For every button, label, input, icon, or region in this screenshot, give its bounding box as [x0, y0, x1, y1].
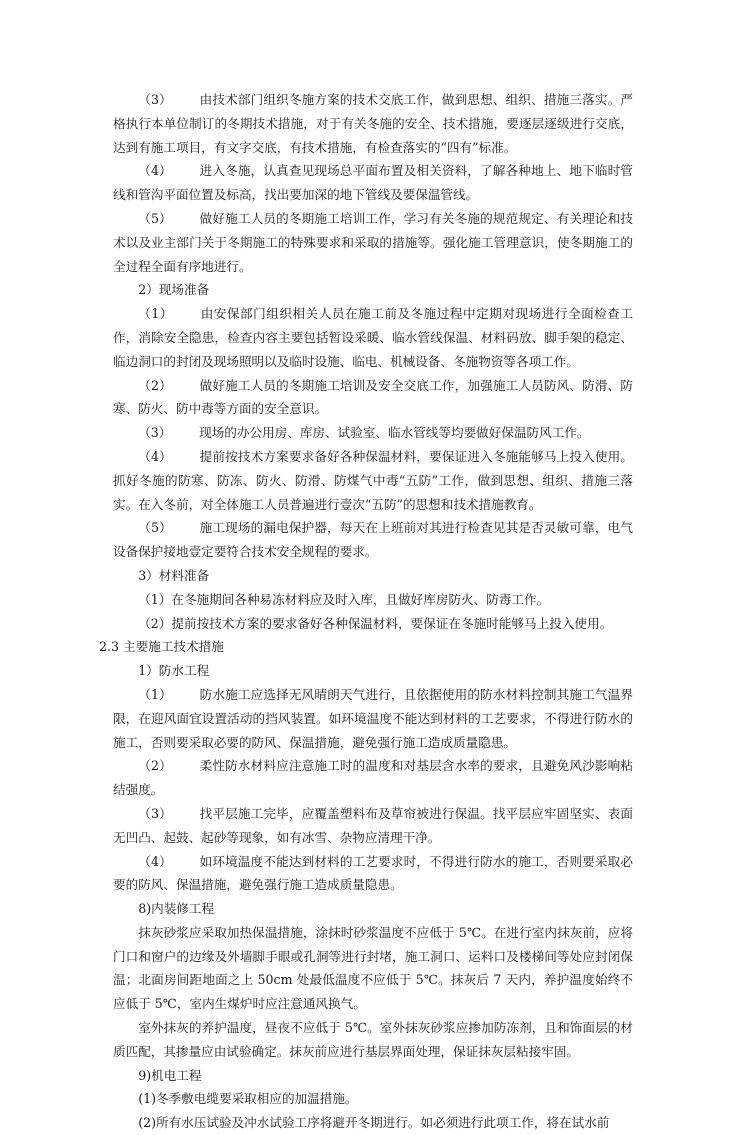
- paragraph: （4） 提前按技术方案要求备好各种保温材料，要保证进入冬施能够马上投入使用。抓好冬施的防寒、防冻、防火、防滑、防煤气中毒“五防”工作，做到思想、组织、措施三落实。在入冬前，对全体施工人员普遍进行壹次“五防”的思想和技术措施教育。: [113, 448, 634, 512]
- paragraph: (1)冬季敷电缆要采取相应的加温措施。: [138, 1091, 358, 1107]
- document-page: [99, 88, 634, 1135]
- paragraph: （3） 找平层施工完毕，应覆盖塑料布及草帘被进行保温。找平层应牢固坚实、表面无凹凸、起鼓、起砂等现象，如有冰雪、杂物应清理干净。: [113, 805, 634, 845]
- section-heading: 3）材料准备: [138, 567, 210, 583]
- chapter-heading: 2.3 主要施工技术措施: [99, 639, 224, 655]
- paragraph: 室外抹灰的养护温度，昼夜不应低于 5℃。室外抹灰砂浆应掺加防冻剂，且和饰面层的材质匹配，其掺量应由试验确定。抹灰前应进行基层界面处理，保证抹灰层粘接牢固。: [113, 1020, 633, 1059]
- paragraph: （2） 做好施工人员的冬期施工培训及安全交底工作，加强施工人员防风、防滑、防寒、防火、防中毒等方面的安全意识。: [113, 377, 634, 417]
- paragraph: （2）提前按技术方案的要求备好各种保温材料，要保证在冬施时能够马上投入使用。: [138, 615, 613, 631]
- paragraph: （1）在冬施期间各种易冻材料应及时入库，且做好库房防火、防毒工作。: [138, 591, 550, 607]
- section-heading: 8)内装修工程: [138, 901, 215, 917]
- paragraph: （3） 现场的办公用房、库房、试验室、临水管线等均要做好保温防风工作。: [138, 425, 590, 441]
- paragraph: （4） 如环境温度不能达到材料的工艺要求时，不得进行防水的施工，否则要采取必要的防风、保温措施，避免强行施工造成质量隐患。: [113, 853, 634, 893]
- paragraph: 抹灰砂浆应采取加热保温措施，涂抹时砂浆温度不应低于 5℃。在进行室内抹灰前，应将门口和窗户的边缘及外墙脚手眼或孔洞等进行封堵，施工洞口、运料口及楼梯间等处应封闭保温；北面房间距地面之上 50cm 处最低温度不应低于 5℃。抹灰后 7 天内，养护温度始终不应低于 5℃，室内生煤炉时应注意通风换气。: [113, 924, 633, 1012]
- paragraph: （1） 防水施工应选择无风晴朗天气进行，且依据使用的防水材料控制其施工气温界限，在迎风面宜设置活动的挡风装置。如环境温度不能达到材料的工艺要求，不得进行防水的施工，否则要采取必要的防风、保温措施，避免强行施工造成质量隐患。: [113, 686, 634, 750]
- paragraph: （5） 做好施工人员的冬期施工培训工作，学习有关冬施的规范规定、有关理论和技术以及业主部门关于冬期施工的特殊要求和采取的措施等。强化施工管理意识，使冬期施工的全过程全面有序地进行。: [113, 210, 634, 274]
- paragraph: (2)所有水压试验及冲水试验工序将避开冬期进行。如必须进行此项工作，将在试水前: [138, 1115, 610, 1131]
- section-heading: 2）现场准备: [138, 282, 210, 298]
- section-heading: 9)机电工程: [138, 1067, 202, 1083]
- paragraph: （1） 由安保部门组织相关人员在施工前及冬施过程中定期对现场进行全面检查工作，消除安全隐患，检查内容主要包括暂设采暖、临水管线保温、材料码放、脚手架的稳定、临边洞口的封闭及现场照明以及临时设施、临电、机械设备、冬施物资等各项工作。: [113, 306, 634, 369]
- paragraph: （5） 施工现场的漏电保护器，每天在上班前对其进行检查见其是否灵敏可靠，电气设备保护接地壹定要符合技术安全规程的要求。: [113, 520, 634, 560]
- paragraph: （4） 进入冬施，认真查见现场总平面布置及相关资料，了解各种地上、地下临时管线和管沟平面位置及标高，找出要加深的地下管线及要保温管线。: [113, 163, 634, 203]
- section-heading: 1）防水工程: [138, 663, 210, 679]
- paragraph: （3） 由技术部门组织冬施方案的技术交底工作，做到思想、组织、措施三落实。严格执行本单位制订的冬期技术措施，对于有关冬施的安全、技术措施，要逐层逐级进行交底，达到有施工项目，有文字交底，有技术措施，有检查落实的“四有”标准。: [113, 92, 634, 155]
- paragraph: （2） 柔性防水材料应注意施工时的温度和对基层含水率的要求，且避免风沙影响粘结强度。: [113, 758, 634, 798]
